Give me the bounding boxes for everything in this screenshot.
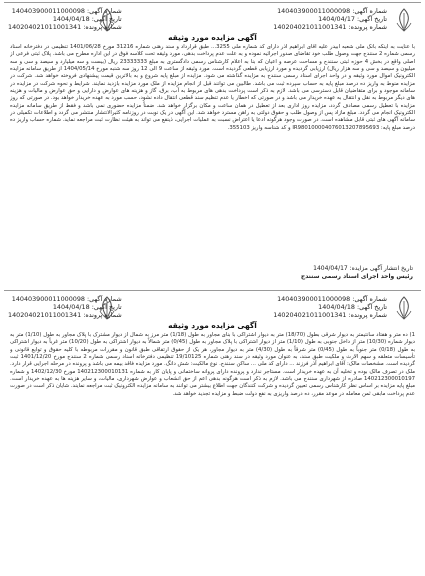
emblem-icon [393, 7, 415, 33]
signatory: رئیس واحد اجرای اسناد رسمی سنندج [300, 273, 413, 280]
notice-number: شماره آگهی: 140403900011000098 [277, 7, 387, 15]
notice-date: تاریخ آگهی: 1404/04/18 [318, 303, 387, 312]
notice-number: شماره آگهی: 140403900011000098 [11, 295, 122, 303]
notice-date: تاریخ آگهی: 1404/04/18 [52, 15, 122, 24]
notice-body-text: 1) ده متر و هفتاد سانتیمتر به دیوار شرقی بطول (18/70) متر به دیوار اشتراکی با بنای مجاور به طول (1/18) متر مرز به شمال از دیوار مشترک با پلاک مجاور به طول (1/10) متر به دیوار شماره (10/30) متر از داخل جنوبی به طول (1/10) متر از دیوار اشتراکی با پلاک مجاور به طول (0/45) متر شمالاً به دیوار اشتراکی به طول (10/20) متر غرباً به دیوار اشتراکی به طول (0/18) متر جنوباً به طول (0/45) متر شرقاً به طول (4/30) متر به دیوار مجاور، هر یک از حقوق ارتفاقی طبق قانون و مقررات مربوطه با کلیه حقوق و توابع قانونی و تأسیسات متعلقه و سهم الارث و ملکیت طبق سند، به عنوان مورد وثیقه در سند رهنی شماره 19/10125 تنظیمی دفترخانه اسناد رسمی شماره 2 سنندج مورخ 1401/12/20 ثبت گردیده است. مشخصات مالک: آقای ابراهیم آذر فرزند ... دارای کد ملی ... ساکن سنندج. نوع مالکیت: شش دانگ. مورد مزایده فاقد بیمه می باشد و پرونده در مرحله اجرایی قرار دارد. ملک در تصرف مالک بوده و تخلیه آن به عهده خریدار است. مستاجر ندارد و پرونده دارای پروانه ساختمانی و پایان کار به شماره 140212300010131 مورخ 1402/12/30 و شماره 140212300010197 صادره از شهرداری سنندج می باشد. لازم به ذکر است هرگونه بدهی اعم از حق انشعاب و عوارض شهرداری، مالیات، و سایر هزینه ها به عهده خریدار است. مبلغ پایه مزایده بر اساس نظر کارشناس رسمی تعیین گردیده و شرکت کنندگان جهت اطلاع بیشتر می توانند به سامانه مزایده الکترونیک ثبت مراجعه نمایند. شایان ذکر است در صورت عدم پرداخت مابقی ثمن معامله در موعد مقرر، ده درصد واریزی به نفع دولت ضبط و مزایده تجدید خواهد شد. [10, 332, 415, 397]
notice-date: تاریخ آگهی: 1404/04/17 [318, 15, 387, 24]
notice-2-header [4, 291, 421, 333]
case-number: شماره پرونده: 140204021011001341 [8, 23, 122, 32]
notice-number: شماره آگهی: 140403900011000098 [277, 295, 387, 303]
notice-number: شماره آگهی: 140403900011000098 [11, 7, 122, 15]
notice-1 [4, 2, 421, 287]
emblem-icon [393, 295, 415, 321]
case-number: شماره پرونده: 140204021011001341 [273, 311, 387, 320]
notice-title: آگهی مزایده مورد وثیقه [168, 33, 257, 42]
notice-date: تاریخ آگهی: 1404/04/18 [52, 303, 122, 312]
notice-body [10, 332, 415, 570]
signature-block [301, 265, 413, 281]
case-number: شماره پرونده: 140204021011001341 [273, 23, 387, 32]
notice-2 [4, 290, 421, 575]
notice-1-meta-right [273, 7, 387, 32]
publish-date: تاریخ انتشار آگهی مزایده: 1404/04/17 [313, 265, 413, 272]
notice-body-text: با عنایت به اینکه بانک ملی شعبه آبیدر علیه آقای ابراهیم آذر دارای کد شماره ملی 3255... طبق قرارداد و سند رهنی شماره 31216 مورخ 1401/06/28 تنظیمی در دفترخانه اسناد رسمی شماره 2 سنندج جهت وصول طلب خود تقاضای صدور اجرائیه نموده و به علت عدم پرداخت بدهی، مورد وثیقه تحت کلاسه فوق در این اداره مطرح می باشد. پلاک ثبتی فرعی از اصلی واقع در بخش 4 حوزه ثبتی سنندج و مساحت عرصه و اعیان که بنا به اعلام کارشناس رسمی دادگستری به مبلغ 23333333 ریال (بیست و سه میلیارد و سیصد و سی و سه میلیون و سیصد و سی و سه هزار ریال) ارزیابی گردیده و مورد ارزیابی قطعی گردیده است. مورد وثیقه از ساعت 9 الی 12 روز سه شنبه مورخ 1404/05/14 از طریق سامانه مزایده الکترونیک اموال مورد وثیقه و در واحد اجرای اسناد رسمی سنندج به مزایده گذاشته می شود. مزایده از مبلغ پایه شروع و به بالاترین قیمت پیشنهادی فروخته خواهد شد. شرکت در مزایده منوط به واریز ده درصد مبلغ پایه به حساب سپرده ثبت می باشد. طالبین می توانند قبل از انجام مزایده از ملک مورد مزایده بازدید نمایند. شرایط و نحوه شرکت در مزایده در سامانه موجود و برای متقاضیان قابل دسترسی می باشد. لازم به ذکر است پرداخت بدهی های مربوط به آب، برق، گاز و هزینه های عوارض و دارایی و حق عوارض و مالیات و هزینه های دیگر مربوط به نقل و انتقال به عهده خریدار می باشد و در صورتی که اخطار یا عدم تنظیم سند قطعی انتقال داده نشود، حسب مورد به عهده خریدار خواهد بود. در صورتی که روز مزایده با تعطیل رسمی مصادف گردد، مزایده روز اداری بعد از تعطیل در همان ساعت و مکان برگزار خواهد شد. ضمناً مزایده حضوری نمی باشد و فقط از طریق سامانه مزایده الکترونیک انجام می گردد. مبلغ مازاد پس از وصول طلب و حقوق دولتی به راهن مسترد خواهد شد. این آگهی در یک نوبت در روزنامه کثیرالانتشار منتشر می گردد و اطلاعات تکمیلی در سامانه آگهی های ثبتی قابل مشاهده است. در صورت وجود هرگونه ادعا یا اعتراض نسبت به عملیات اجرایی، ذینفع می تواند به هیئت نظارت ثبت مراجعه نماید. شماره حساب واریز ده درصد مبلغ پایه: IR980100004076013207895693 و کد شناسه واریز 355103. [10, 44, 415, 131]
notice-title: آگهی مزایده مورد وثیقه [168, 321, 257, 330]
notice-2-meta-left [8, 295, 122, 320]
notice-1-header [4, 3, 421, 45]
notice-body [10, 44, 415, 278]
case-number: شماره پرونده: 140204021011001341 [8, 311, 122, 320]
notice-2-meta-right [273, 295, 387, 320]
notice-1-meta-left [8, 7, 122, 32]
